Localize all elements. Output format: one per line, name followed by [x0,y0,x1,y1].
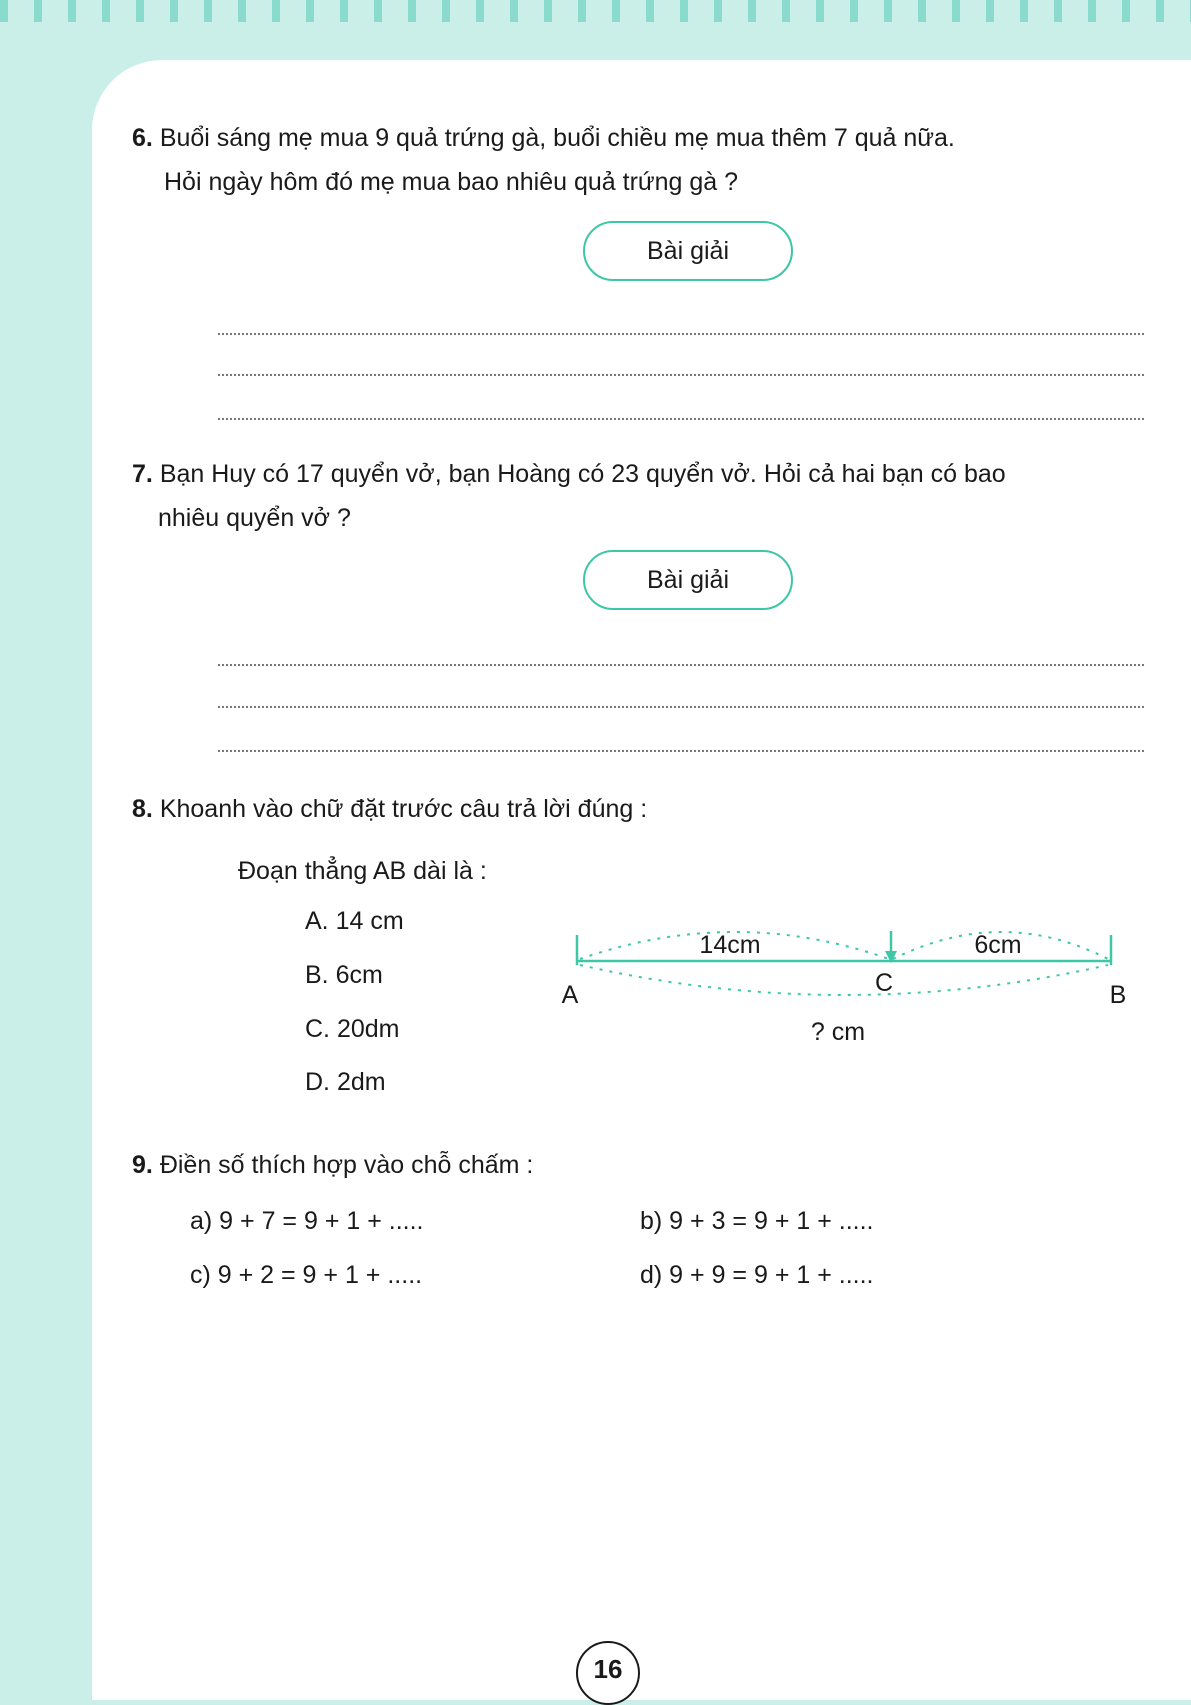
question-6-line2: Hỏi ngày hôm đó mẹ mua bao nhiêu quả trứng gà ? [164,168,739,196]
label-point-c: C [874,969,894,997]
option-a[interactable]: A. 14 cm [305,907,404,935]
question-7 [132,455,1006,493]
label-point-b: B [1109,981,1127,1009]
answer-line[interactable] [218,333,1144,335]
label-ac-length: 14cm [699,931,761,959]
question-6-line1: Buổi sáng mẹ mua 9 quả trứng gà, buổi chiều mẹ mua thêm 7 quả nữa. [159,124,955,152]
option-c[interactable]: C. 20dm [305,1015,400,1043]
answer-line[interactable] [218,750,1144,752]
question-8-instruction: Khoanh vào chữ đặt trước câu trả lời đúng : [159,795,648,823]
option-d[interactable]: D. 2dm [305,1068,386,1096]
question-9-instruction: Điền số thích hợp vào chỗ chấm : [159,1151,534,1179]
answer-line[interactable] [218,664,1144,666]
equation-d[interactable]: d) 9 + 9 = 9 + 1 + ..... [640,1261,874,1289]
question-8-number: 8. [132,795,153,823]
equation-b[interactable]: b) 9 + 3 = 9 + 1 + ..... [640,1207,874,1235]
solution-badge-6: Bài giải [583,221,793,281]
question-7-line2: nhiêu quyển vở ? [158,504,351,532]
answer-line[interactable] [218,706,1144,708]
equation-a[interactable]: a) 9 + 7 = 9 + 1 + ..... [190,1207,424,1235]
answer-line[interactable] [218,418,1144,420]
brace-ab [580,965,1108,995]
label-total-length: ? cm [810,1018,866,1045]
option-b[interactable]: B. 6cm [305,961,383,989]
question-7-line1: Bạn Huy có 17 quyển vở, bạn Hoàng có 23 quyển vở. Hỏi cả hai bạn có bao [159,460,1006,488]
page-number: 16 [576,1641,640,1705]
question-8-prompt: Đoạn thẳng AB dài là : [238,857,487,885]
question-6 [132,119,955,157]
question-9-number: 9. [132,1151,153,1179]
question-9 [132,1146,533,1184]
solution-badge-7: Bài giải [583,550,793,610]
answer-line[interactable] [218,374,1144,376]
question-8 [132,790,647,828]
top-decorative-strip [0,0,1191,22]
label-point-a: A [561,981,579,1009]
equation-c[interactable]: c) 9 + 2 = 9 + 1 + ..... [190,1261,423,1289]
label-cb-length: 6cm [974,931,1022,959]
question-7-number: 7. [132,460,153,488]
segment-diagram [540,915,1140,1045]
question-6-number: 6. [132,124,153,152]
